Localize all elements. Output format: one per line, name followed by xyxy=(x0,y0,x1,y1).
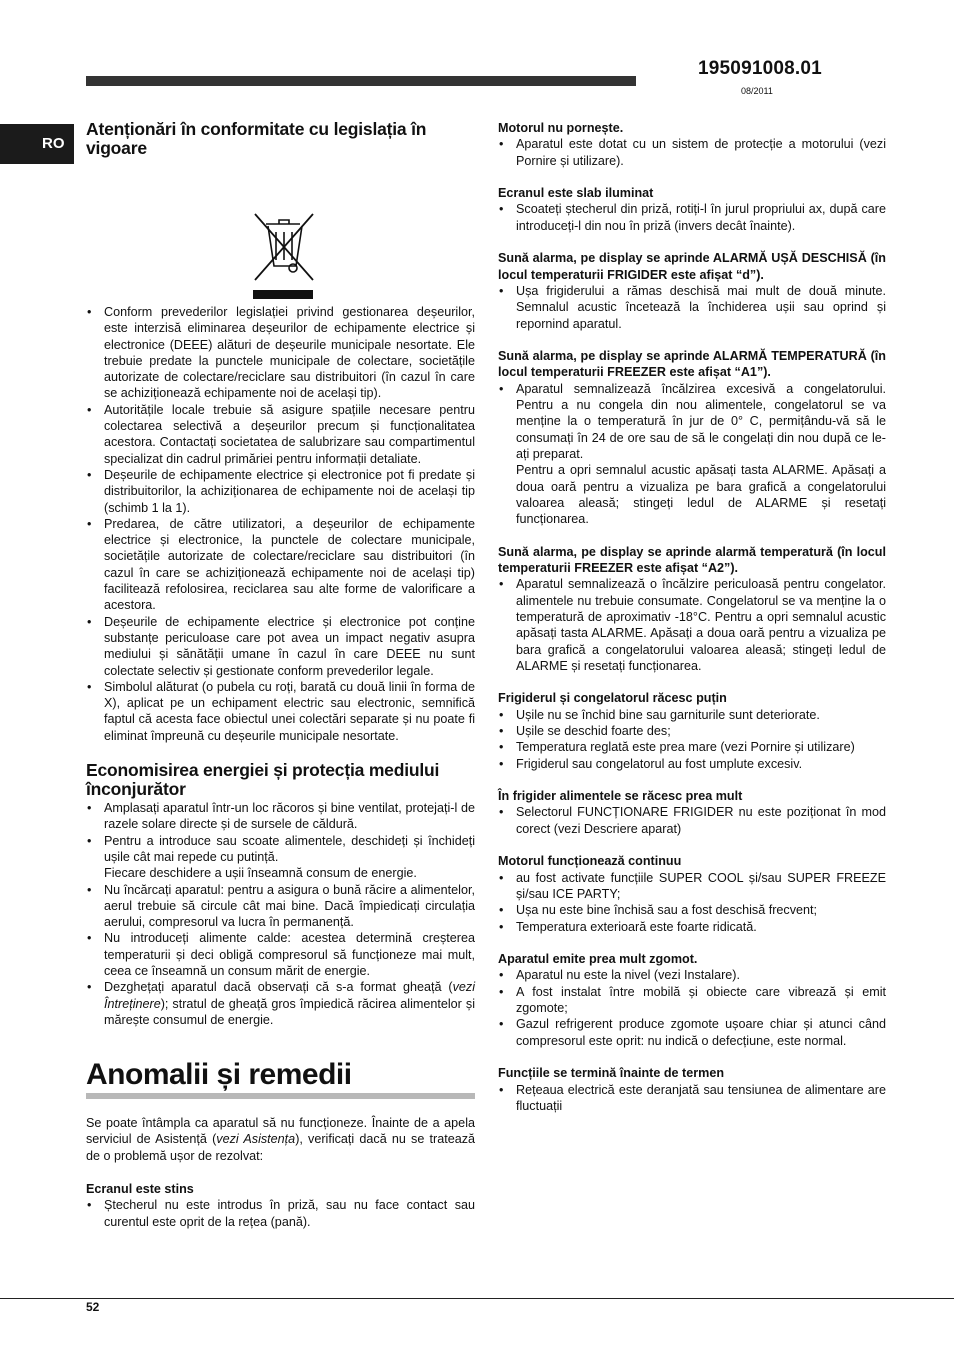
crossed-out-wheelie-bin-icon xyxy=(249,208,321,300)
list-item: • Ușa nu este bine închisă sau a fost deschisă frecvent; xyxy=(498,902,886,918)
right-column xyxy=(498,120,886,1114)
list-item: • Aparatul semnalizează o încălzire periculoasă pentru congelator. alimentele nu trebuie consumate. Congelatorul se va menține la o temperatură de aproximativ -18°C. Pentru a opri semnalul acustic apăsați tasta ALARME. Apăsați a doua oară pentru a vizualiza pe bara grafică a congelatorului valoarea aleasă; stingeți ledul de ALARME și resetați funcționarea. xyxy=(498,576,886,674)
troubleshoot-section xyxy=(498,544,886,674)
list-item: • Temperatura exterioară este foarte ridicată. xyxy=(498,919,886,935)
subsection-title: Funcțiile se termină înainte de termen xyxy=(498,1066,725,1081)
list-item: • Frigiderul sau congelatorul au fost umplute excesiv. xyxy=(498,756,886,772)
list-item: • Selectorul FUNCȚIONARE FRIGIDER nu este poziționat în mod corect (vezi Descriere aparat) xyxy=(498,804,886,837)
list-item: • Scoateți ștecherul din priză, rotiți-l în jurul propriului ax, după care introduceți-l din nou în priză (invers decât înainte). xyxy=(498,201,886,234)
cross-reference: vezi Întreținere xyxy=(104,980,475,1011)
list-item: • Predarea, de către utilizatori, a deșeurilor de echipamente electrice și electronice, la punctele de colectare municipale, societățile autorizate de colectare/reciclare sau distribuitori (în cazul în care se achiziționează echipamente noi de același tip) facilitează refolosirea, reciclarea sau alte forme de valorificare a acestora. xyxy=(86,516,475,614)
list-item: • Ușile se deschid foarte des; xyxy=(498,723,886,739)
list-item-note: Fiecare deschidere a ușii înseamnă consum de energie. xyxy=(104,866,417,881)
list-item: • A fost instalat între mobilă și obiecte care vibrează și emit zgomote; xyxy=(498,984,886,1017)
page-number: 52 xyxy=(86,1300,100,1314)
display-off-list xyxy=(86,1197,475,1230)
document-date: 08/2011 xyxy=(741,86,773,96)
anomalies-title: Anomalii și remedii xyxy=(86,1058,352,1092)
language-tab: RO xyxy=(0,124,74,164)
list-item: • Amplasați aparatul într-un loc răcoros și bine ventilat, protejați-l de razele solare directe și de sursele de căldură. xyxy=(86,800,475,833)
troubleshoot-section xyxy=(498,185,886,234)
troubleshoot-section xyxy=(498,348,886,527)
troubleshoot-list xyxy=(498,967,886,1048)
list-item-text: ); stratul de gheață gros împiedică răcirea alimentelor și mărește consumul de energie. xyxy=(104,996,475,1027)
weee-title: Atenționări în conformitate cu legislația în vigoare xyxy=(86,119,427,158)
troubleshoot-section xyxy=(498,250,886,331)
intro-text: ), verificați dacă nu se tratează de o problemă ușor de rezolvat: xyxy=(86,1132,476,1163)
list-item xyxy=(86,833,475,882)
troubleshoot-list xyxy=(498,870,886,935)
footer-rule xyxy=(0,1298,954,1299)
list-item: • Aparatul semnalizează încălzirea excesivă a congelatorului. Pentru a nu congela din nou alimentele, congelatorul se va menține la o temperatură în jur de 0° C, permițându-vă să le consumați în 24 de ore sau de să le congelați din nou după ce le-ați preparat. Pentru a opri semnalul acustic apăsați tasta ALARME. Apăsați a doua oară pentru a vizualiza pe bara grafică a congelatorului valoarea aleasă; stingeți ledul de ALARME și resetați funcționarea. xyxy=(498,381,886,528)
document-number: 195091008.01 xyxy=(698,58,822,79)
troubleshoot-list xyxy=(498,136,886,169)
list-item: • Nu încărcați aparatul: pentru a asigura o bună răcire a alimentelor, aerul trebuie să circule cât mai bine. Dacă împiedicați circulația aerului, compresorul va lucra în permanență. xyxy=(86,882,475,931)
troubleshoot-section xyxy=(498,1065,886,1114)
subsection-title: Ecranul este slab iluminat xyxy=(498,186,654,201)
energy-title: Economisirea energiei și protecția mediului înconjurător xyxy=(86,760,440,800)
intro-text: Se poate întâmpla ca aparatul să nu funcționeze. Înainte de a apela serviciul de Asistență ( xyxy=(86,1116,475,1147)
list-item: • Ușile nu se închid bine sau garniturile sunt deteriorate. xyxy=(498,707,886,723)
troubleshoot-section xyxy=(498,853,886,934)
list-item: • Deșeurile de echipamente electrice și electronice pot conține substanțe periculoase care pot avea un impact negativ asupra mediului și sănătății umane în cazul în care DEEE nu sunt colectate selectiv și gestionate conform prevederilor legale. xyxy=(86,614,475,679)
troubleshoot-list xyxy=(498,804,886,837)
list-item: • Ștecherul nu este introdus în priză, sau nu face contact sau curentul este oprit de la rețea (pană). xyxy=(86,1197,475,1230)
left-column xyxy=(86,120,475,1230)
subsection-title: Aparatul emite prea mult zgomot. xyxy=(498,952,698,967)
subsection-title: Motorul nu pornește. xyxy=(498,121,624,135)
list-item: • Ușa frigiderului a rămas deschisă mai mult de două minute. Semnalul acustic încetează la închiderea ușii sau oprind și repornind aparatul. xyxy=(498,283,886,332)
subsection-title: Motorul funcționează continuu xyxy=(498,854,682,869)
troubleshoot-list xyxy=(498,283,886,332)
list-item-text: Dezghețați aparatul dacă observați că s-a format gheață ( xyxy=(104,980,453,995)
title-rule xyxy=(86,1093,475,1099)
troubleshoot-section xyxy=(498,120,886,169)
troubleshoot-list xyxy=(498,707,886,772)
subsection-title: Sună alarma, pe display se aprinde ALARMĂ UȘĂ DESCHISĂ (în locul temperaturii FRIGIDER este afișat “d”). xyxy=(498,251,886,282)
list-item: • au fost activate funcțiile SUPER COOL și/sau SUPER FREEZE și/sau ICE PARTY; xyxy=(498,870,886,903)
subsection-title: Sună alarma, pe display se aprinde alarmă temperatură (în locul temperaturii FREEZER este afișat “A2”). xyxy=(498,544,886,576)
troubleshoot-section xyxy=(498,690,886,771)
troubleshoot-list xyxy=(498,201,886,234)
energy-list xyxy=(86,800,475,1028)
weee-list xyxy=(86,304,475,744)
troubleshoot-list xyxy=(498,1082,886,1115)
subsection-title: Frigiderul și congelatorul răcesc puțin xyxy=(498,691,727,706)
subsection-title: Sună alarma, pe display se aprinde ALARMĂ TEMPERATURĂ (în locul temperaturii FREEZER este afișat “A1”). xyxy=(498,349,886,380)
list-item: • Aparatul nu este la nivel (vezi Instalare). xyxy=(498,967,886,983)
list-item: • Rețeaua electrică este deranjată sau tensiunea de alimentare are fluctuații xyxy=(498,1082,886,1115)
troubleshoot-section xyxy=(498,788,886,837)
list-item: • Autoritățile locale trebuie să asigure spațiile necesare pentru colectarea selectivă a deșeurilor precum și funcționalitatea acestora. Contactați societatea de salubrizare sau compartimentul specializat din cadrul primăriei pentru informații detaliate. xyxy=(86,402,475,467)
anomalies-intro xyxy=(86,1115,475,1164)
list-item: • Gazul refrigerent produce zgomote ușoare chiar și atunci când compresorul este oprit: nu indică o defecțiune, este normal. xyxy=(498,1016,886,1049)
header-rule xyxy=(86,76,636,86)
list-item xyxy=(86,979,475,1028)
troubleshoot-list xyxy=(498,576,886,674)
list-item: • Simbolul alăturat (o pubela cu roți, barată cu două linii în forma de X), aplicat pe un echipament electric sau electronic, semnifică faptul că acesta face obiectul unei colectări separate și nu poate fi eliminat împreună cu deșeurile municipale nesortate. xyxy=(86,679,475,744)
list-item-text: Pentru a introduce sau scoate alimentele, deschideți și închideți ușile cât mai repede cu putință. xyxy=(104,833,475,864)
subsection-title: Ecranul este stins xyxy=(86,1182,194,1197)
subsection-title: În frigider alimentele se răcesc prea mult xyxy=(498,789,743,804)
list-item: • Nu introduceți alimente calde: acestea determină creșterea temperaturii și deci obligă compresorul să funcționeze mai mult, ceea ce înseamnă un consum mărit de energie. xyxy=(86,930,475,979)
list-item: • Deșeurile de echipamente electrice și electronice pot fi predate și distribuitorilor, la achiziționarea de echipamente noi de același tip (schimb 1 la 1). xyxy=(86,467,475,516)
list-item: • Aparatul este dotat cu un sistem de protecție a motorului (vezi Pornire și utilizare). xyxy=(498,136,886,169)
troubleshoot-section xyxy=(498,951,886,1049)
troubleshoot-list xyxy=(498,381,886,528)
list-item: • Conform prevederilor legislației privind gestionarea deșeurilor, este interzisă eliminarea deșeurilor de echipamente electrice și electronice (DEEE) alături de deșeurile municipale nesortate. Ele trebuie predate la punctele municipale de colectare, societățile autorizate de colectare/reciclare sau distribuitori (în cazul în care se achiziționează echipamente noi de același tip). xyxy=(86,304,475,402)
cross-reference: vezi Asistența xyxy=(216,1132,296,1147)
list-item: • Temperatura reglată este prea mare (vezi Pornire și utilizare) xyxy=(498,739,886,755)
